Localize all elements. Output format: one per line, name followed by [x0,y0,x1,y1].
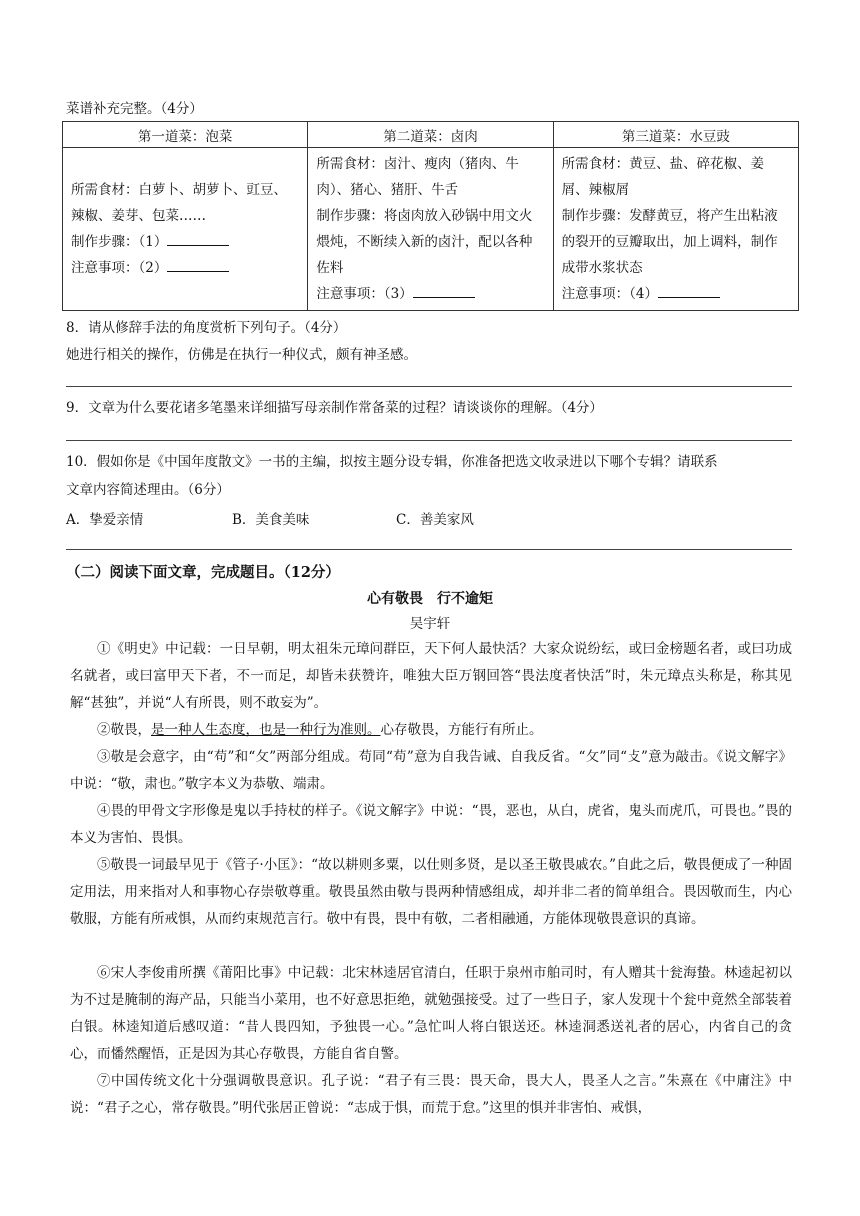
underlined-sentence: 是一种人生态度，也是一种行为准则。 [151,722,381,738]
question-8-sentence: 她进行相关的操作，仿佛是在执行一种仪式，颇有神圣感。 [66,347,417,363]
section-2-heading: （二）阅读下面文章，完成题目。（12分） [66,564,340,581]
paragraph-3: ③敬是会意字，由“苟”和“攵”两部分组成。苟同“苟”意为自我告诫、自我反省。“攵”同“攴”意为敲击。《说文解字》中说：“敬，肃也。”敬字本义为恭敬、端肃。 [70,749,792,792]
question-10: 10．假如你是《中国年度散文》一书的主编，拟按主题分设专辑，你准备把选文收录进以下哪个专辑？请联系 [66,454,718,470]
shuidouchi-notes: 注意事项：（4） [562,281,790,307]
table-cell-shuidouchi [553,148,798,311]
article-title: 心有敬畏 行不逾矩 [367,591,493,607]
table-cell-paocai [63,148,308,311]
paocai-steps: 制作步骤：（1） [71,229,299,255]
paragraph-2: ②敬畏，是一种人生态度，也是一种行为准则。心存敬畏，方能行有所止。 [97,722,543,738]
lurou-steps: 制作步骤：将卤肉放入砂锅中用文火煨炖，不断续入新的卤汁，配以各种佐料 [316,208,533,276]
shuidouchi-steps: 制作步骤：发酵黄豆，将产生出粘液的裂开的豆瓣取出，加上调料，制作成带水浆状态 [561,208,778,276]
answer-blank-2[interactable] [167,258,229,272]
table-cell-lurou [308,148,553,311]
option-c: C．善美家风 [396,512,474,528]
table-header-3: 第三道菜：水豆豉 [553,122,798,148]
paragraph-5: ⑤敬畏一词最早见于《管子·小匡》：“故以耕则多粟，以仕则多贤，是以圣王敬畏戚农。”自此之后，敬畏便成了一种固定用法，用来指对人和事物心存崇敬尊重。敬畏虽然由敬与畏两种情感组成，却并非二者的简单组合。畏因敬而生，内心敬服，方能有所戒惧，从而约束规范言行。敬中有畏，畏中有敬，二者相融通，方能体现敬畏意识的真谛。 [70,857,792,927]
paragraph-6: ⑥宋人李俊甫所撰《莆阳比事》中记载：北宋林逵居官清白，任职于泉州市舶司时，有人赠其十瓮海蛰。林逵起初以为不过是腌制的海产品，只能当小菜用，也不好意思拒绝，就勉强接受。过了一些日子，家人发现十个瓮中竟然全部装着白银。林逵知道后感叹道：“昔人畏四知，予独畏一心。”急忙叫人将白银送还。林逵洞悉送礼者的居心，内省自己的贪心，而憣然醒悟，正是因为其心存敬畏，方能自省自警。 [70,965,792,1062]
table-header-1: 第一道菜：泡菜 [63,122,308,148]
option-a: A．挚爱亲情 [66,512,144,528]
table-header-2: 第二道菜：卤肉 [308,122,553,148]
paocai-ingredients: 所需食材：白萝卜、胡萝卜、豇豆、辣椒、姜芽、包菜…… [71,182,287,224]
answer-line-8[interactable] [66,386,792,387]
question-9: 9．文章为什么要花诸多笔墨来详细描写母亲制作常备菜的过程？请谈谈你的理解。（4分） [66,400,603,416]
paragraph-7: ⑦中国传统文化十分强调敬畏意识。孔子说：“君子有三畏：畏天命，畏大人，畏圣人之言。”朱熹在《中庸注》中说：“君子之心，常存敬畏。”明代张居正曾说：“志成于惧，而荒于怠。”这里的惧并非害怕、戒惧， [70,1073,792,1116]
paragraph-1: ①《明史》中记载：一日早朝，明太祖朱元璋问群臣，天下何人最快活？大家众说纷纭，或曰金榜题名者，或曰功成名就者，或曰富甲天下者，不一而足，却皆未获赞许，唯独大臣万钢回答“畏法度者快活”时，朱元璋点头称是，称其见解“甚独”，并说“人有所畏，则不敢妄为”。 [70,641,792,711]
answer-blank-4[interactable] [658,284,720,298]
option-b: B．美食美味 [232,512,310,528]
lurou-ingredients: 所需食材：卤汁、瘦肉（猪肉、牛肉）、猪心、猪肝、牛舌 [316,156,519,198]
answer-blank-3[interactable] [413,284,475,298]
answer-blank-1[interactable] [167,232,229,246]
lurou-notes: 注意事项：（3） [316,281,544,307]
paocai-notes: 注意事项：（2） [71,255,299,281]
question-8: 8．请从修辞手法的角度赏析下列句子。（4分） [66,320,347,336]
answer-line-10[interactable] [66,549,792,550]
shuidouchi-ingredients: 所需食材：黄豆、盐、碎花椒、姜屑、辣椒屑 [561,156,765,198]
answer-line-9[interactable] [66,440,792,441]
question-7-tail: 菜谱补充完整。（4分） [66,101,203,117]
question-10-cont: 文章内容简述理由。（6分） [66,482,230,498]
paragraph-4: ④畏的甲骨文字形像是鬼以手持杖的样子。《说文解字》中说：“畏，恶也，从白，虎省，鬼头而虎爪，可畏也。”畏的本义为害怕、畏惧。 [70,803,792,846]
recipe-table [62,121,799,311]
article-author: 吴宇轩 [409,616,451,632]
